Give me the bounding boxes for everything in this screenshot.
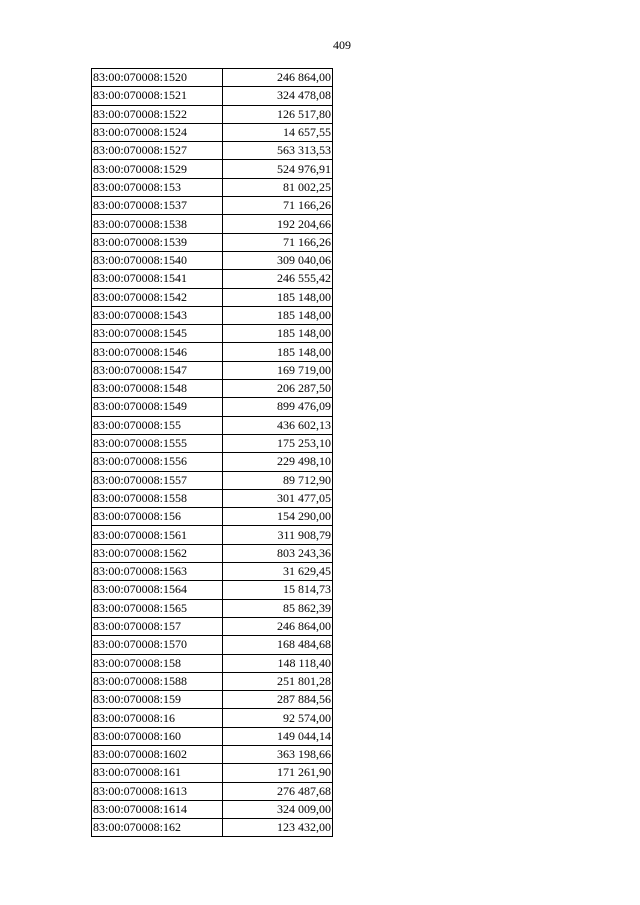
table-row	[92, 563, 333, 581]
table-row	[92, 416, 333, 434]
table-row	[92, 526, 333, 544]
cadastral-value-table	[91, 68, 333, 837]
table-row	[92, 654, 333, 672]
value-cell: 71 166,26	[223, 233, 333, 251]
table-row	[92, 453, 333, 471]
value-cell: 276 487,68	[223, 782, 333, 800]
table-row	[92, 325, 333, 343]
cadastral-number-cell: 83:00:070008:1565	[92, 599, 223, 617]
cadastral-number-cell: 83:00:070008:1549	[92, 398, 223, 416]
value-cell: 185 148,00	[223, 288, 333, 306]
table-row	[92, 709, 333, 727]
cadastral-number-cell: 83:00:070008:1537	[92, 197, 223, 215]
value-cell: 175 253,10	[223, 434, 333, 452]
cadastral-number-cell: 83:00:070008:1547	[92, 361, 223, 379]
cadastral-number-cell: 83:00:070008:153	[92, 178, 223, 196]
table-row	[92, 142, 333, 160]
table-row	[92, 288, 333, 306]
table-row	[92, 306, 333, 324]
table-row	[92, 361, 333, 379]
cadastral-number-cell: 83:00:070008:1522	[92, 105, 223, 123]
cadastral-number-cell: 83:00:070008:1564	[92, 581, 223, 599]
value-cell: 524 976,91	[223, 160, 333, 178]
cadastral-number-cell: 83:00:070008:1558	[92, 489, 223, 507]
cadastral-number-cell: 83:00:070008:1529	[92, 160, 223, 178]
value-cell: 311 908,79	[223, 526, 333, 544]
cadastral-number-cell: 83:00:070008:1543	[92, 306, 223, 324]
cadastral-number-cell: 83:00:070008:1546	[92, 343, 223, 361]
cadastral-number-cell: 83:00:070008:1613	[92, 782, 223, 800]
value-cell: 251 801,28	[223, 672, 333, 690]
cadastral-number-cell: 83:00:070008:1542	[92, 288, 223, 306]
value-cell: 246 555,42	[223, 270, 333, 288]
cadastral-number-cell: 83:00:070008:1545	[92, 325, 223, 343]
cadastral-number-cell: 83:00:070008:16	[92, 709, 223, 727]
value-cell: 154 290,00	[223, 508, 333, 526]
table-row	[92, 800, 333, 818]
table-row	[92, 251, 333, 269]
value-cell: 185 148,00	[223, 325, 333, 343]
value-cell: 126 517,80	[223, 105, 333, 123]
cadastral-number-cell: 83:00:070008:1521	[92, 87, 223, 105]
cadastral-number-cell: 83:00:070008:162	[92, 819, 223, 837]
cadastral-number-cell: 83:00:070008:1520	[92, 69, 223, 87]
table-row	[92, 105, 333, 123]
table-row	[92, 581, 333, 599]
cadastral-number-cell: 83:00:070008:161	[92, 764, 223, 782]
value-cell: 81 002,25	[223, 178, 333, 196]
value-cell: 246 864,00	[223, 69, 333, 87]
table-row	[92, 87, 333, 105]
table-row	[92, 727, 333, 745]
value-cell: 169 719,00	[223, 361, 333, 379]
table-row	[92, 489, 333, 507]
table-row	[92, 691, 333, 709]
cadastral-number-cell: 83:00:070008:1563	[92, 563, 223, 581]
value-cell: 309 040,06	[223, 251, 333, 269]
table-row	[92, 434, 333, 452]
value-cell: 206 287,50	[223, 380, 333, 398]
cadastral-number-cell: 83:00:070008:159	[92, 691, 223, 709]
cadastral-number-cell: 83:00:070008:160	[92, 727, 223, 745]
cadastral-number-cell: 83:00:070008:155	[92, 416, 223, 434]
cadastral-number-cell: 83:00:070008:1541	[92, 270, 223, 288]
value-cell: 185 148,00	[223, 343, 333, 361]
cadastral-number-cell: 83:00:070008:1556	[92, 453, 223, 471]
value-cell: 229 498,10	[223, 453, 333, 471]
table-row	[92, 636, 333, 654]
cadastral-number-cell: 83:00:070008:1555	[92, 434, 223, 452]
table-row	[92, 782, 333, 800]
value-cell: 563 313,53	[223, 142, 333, 160]
table-row	[92, 672, 333, 690]
cadastral-number-cell: 83:00:070008:1539	[92, 233, 223, 251]
table-row	[92, 343, 333, 361]
cadastral-number-cell: 83:00:070008:1557	[92, 471, 223, 489]
cadastral-number-cell: 83:00:070008:1570	[92, 636, 223, 654]
value-cell: 301 477,05	[223, 489, 333, 507]
value-cell: 185 148,00	[223, 306, 333, 324]
table-row	[92, 544, 333, 562]
cadastral-number-cell: 83:00:070008:1524	[92, 123, 223, 141]
value-cell: 899 476,09	[223, 398, 333, 416]
cadastral-number-cell: 83:00:070008:1540	[92, 251, 223, 269]
table-row	[92, 508, 333, 526]
cadastral-number-cell: 83:00:070008:1562	[92, 544, 223, 562]
value-cell: 168 484,68	[223, 636, 333, 654]
value-cell: 149 044,14	[223, 727, 333, 745]
table-row	[92, 160, 333, 178]
table-row	[92, 215, 333, 233]
value-cell: 324 478,08	[223, 87, 333, 105]
value-cell: 192 204,66	[223, 215, 333, 233]
value-cell: 803 243,36	[223, 544, 333, 562]
cadastral-number-cell: 83:00:070008:1527	[92, 142, 223, 160]
table-row	[92, 197, 333, 215]
value-cell: 85 862,39	[223, 599, 333, 617]
value-cell: 31 629,45	[223, 563, 333, 581]
cadastral-number-cell: 83:00:070008:1588	[92, 672, 223, 690]
table-row	[92, 764, 333, 782]
cadastral-number-cell: 83:00:070008:1614	[92, 800, 223, 818]
table-body	[92, 69, 333, 837]
value-cell: 71 166,26	[223, 197, 333, 215]
table-row	[92, 178, 333, 196]
page-number: 409	[333, 38, 351, 52]
value-cell: 171 261,90	[223, 764, 333, 782]
table-row	[92, 233, 333, 251]
value-cell: 363 198,66	[223, 745, 333, 763]
value-cell: 123 432,00	[223, 819, 333, 837]
table-row	[92, 745, 333, 763]
table-row	[92, 471, 333, 489]
cadastral-number-cell: 83:00:070008:158	[92, 654, 223, 672]
table-row	[92, 398, 333, 416]
table-row	[92, 599, 333, 617]
cadastral-number-cell: 83:00:070008:1548	[92, 380, 223, 398]
table-row	[92, 617, 333, 635]
cadastral-number-cell: 83:00:070008:1538	[92, 215, 223, 233]
table-row	[92, 380, 333, 398]
cadastral-number-cell: 83:00:070008:156	[92, 508, 223, 526]
cadastral-number-cell: 83:00:070008:157	[92, 617, 223, 635]
value-cell: 324 009,00	[223, 800, 333, 818]
cadastral-number-cell: 83:00:070008:1602	[92, 745, 223, 763]
table-row	[92, 69, 333, 87]
value-cell: 148 118,40	[223, 654, 333, 672]
value-cell: 89 712,90	[223, 471, 333, 489]
value-cell: 246 864,00	[223, 617, 333, 635]
value-cell: 14 657,55	[223, 123, 333, 141]
table-row	[92, 819, 333, 837]
value-cell: 287 884,56	[223, 691, 333, 709]
table-row	[92, 270, 333, 288]
cadastral-number-cell: 83:00:070008:1561	[92, 526, 223, 544]
value-cell: 92 574,00	[223, 709, 333, 727]
value-cell: 15 814,73	[223, 581, 333, 599]
table-row	[92, 123, 333, 141]
value-cell: 436 602,13	[223, 416, 333, 434]
